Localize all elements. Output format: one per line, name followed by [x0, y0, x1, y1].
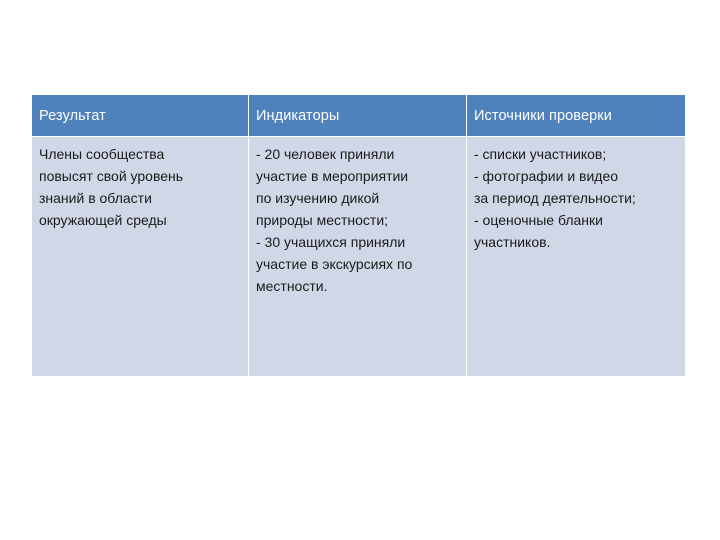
cell-indicators	[249, 137, 467, 377]
cell-result	[32, 137, 249, 377]
header-indicators: Индикаторы	[249, 95, 467, 137]
table-row	[32, 137, 686, 377]
cell-result-text: Члены сообщества повысят свой уровень знаний в области окружающей среды	[39, 146, 184, 228]
header-verification-sources: Источники проверки	[467, 95, 686, 137]
cell-indicators-text: - 20 человек приняли участие в мероприятии по изучению дикой природы местности; - 30 учащихся приняли участие в экскурсиях по местности.	[256, 146, 413, 294]
cell-verification-sources	[467, 137, 686, 377]
header-result: Результат	[32, 95, 249, 137]
table-header-row	[32, 95, 686, 137]
results-table	[31, 94, 686, 377]
cell-verification-sources-text: - списки участников; - фотографии и видео за период деятельности; - оценочные бланки участников.	[474, 146, 636, 250]
